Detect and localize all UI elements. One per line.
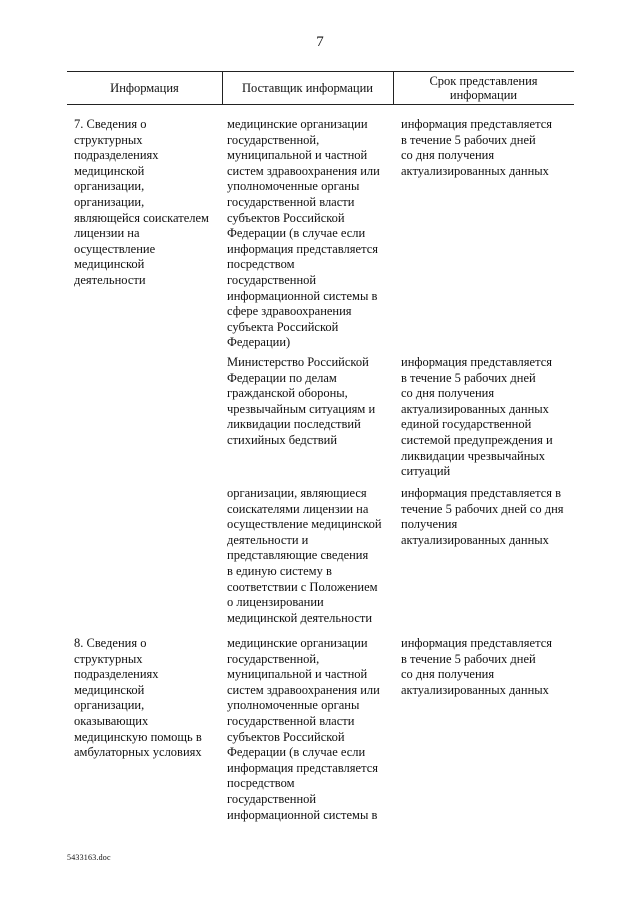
header-information: Информация (110, 81, 179, 95)
row-8-information: 8. Сведения о структурных подразделениях медицинской организации, оказывающих медицинскую помощь в амбулаторных условиях (74, 636, 202, 760)
row-7-provider-3: организации, являющиеся соискателями лицензии на осуществление медицинской деятельности и представляющие сведения в единую систему в соответствии с Положением о лицензировании медицинской деятельности (227, 486, 382, 625)
document-footer: 5433163.doc (67, 853, 111, 862)
header-bottom-border (67, 104, 574, 105)
row-7-term-3: информация представляется в течение 5 рабочих дней со дня получения актуализированных данных (401, 486, 564, 547)
header-provider: Поставщик информации (242, 81, 373, 95)
row-7-information: 7. Сведения о структурных подразделениях медицинской организации, организации, являющейся соискателем лицензии на осуществление медицинской деятельности (74, 117, 209, 287)
header-term: Срок представления информации (429, 74, 538, 102)
row-8-provider-1: медицинские организации государственной, муниципальной и частной систем здравоохранения или уполномоченные органы государственной власти субъектов Российской Федерации (в случае если информация представляется посредством государственной информационной системы в (227, 636, 380, 822)
table-top-border (67, 71, 574, 72)
row-8-term-1: информация представляется в течение 5 рабочих дней со дня получения актуализированных данных (401, 636, 552, 697)
page-number: 7 (316, 34, 324, 50)
row-7-term-1: информация представляется в течение 5 рабочих дней со дня получения актуализированных данных (401, 117, 552, 178)
row-7-term-2: информация представляется в течение 5 рабочих дней со дня получения актуализированных данных единой государственной системой предупреждения и ликвидации чрезвычайных ситуаций (401, 355, 553, 479)
row-7-provider-1: медицинские организации государственной, муниципальной и частной систем здравоохранения или уполномоченные органы государственной власти субъектов Российской Федерации (в случае если информация представляется посредством государственной информационной системы в сфере здравоохранения субъекта Российской Федерации) (227, 117, 380, 350)
row-7-provider-2: Министерство Российской Федерации по делам гражданской обороны, чрезвычайным ситуациям и ликвидации последствий стихийных бедствий (227, 355, 376, 447)
